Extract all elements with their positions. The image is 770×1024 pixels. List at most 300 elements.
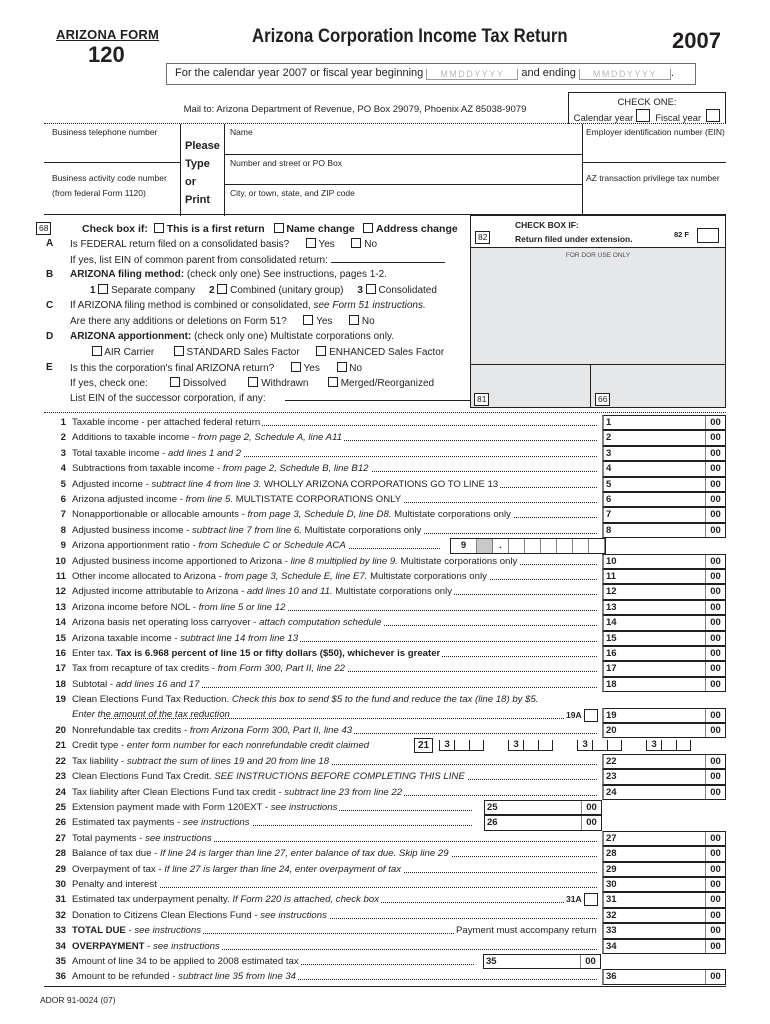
line-31-row — [44, 892, 726, 907]
credit-form-number-field[interactable] — [508, 740, 553, 751]
line-italic-text: subtract line 7 from line 6. — [191, 524, 302, 536]
line-tail-text: Multistate corporations only — [301, 524, 422, 536]
line-8-amount-field[interactable] — [602, 523, 726, 538]
cents-field: 00 — [705, 478, 725, 491]
line-4-amount-field[interactable] — [602, 461, 726, 476]
line-25-amount-field[interactable] — [484, 800, 602, 815]
tax-period-row — [166, 63, 696, 85]
line-italic-text: Check this box to send $5 to the fund and reduce the tax (line 18) by $5. — [231, 694, 539, 706]
line-description — [72, 923, 203, 938]
question-d-letter: D — [46, 331, 54, 342]
successor-ein-label: List EIN of the successor corporation, if any: — [70, 393, 266, 404]
dissolved-label: Dissolved — [182, 378, 227, 389]
amount-box-number: 13 — [606, 601, 617, 613]
box-66-label: 66 — [595, 393, 610, 406]
line-description — [72, 738, 371, 753]
line-text: Nonapportionable or allocable amounts - — [72, 509, 248, 521]
question-e-no-checkbox[interactable] — [337, 362, 347, 372]
line-number: 24 — [55, 786, 66, 798]
amount-box-number: 15 — [606, 632, 617, 644]
cents-field: 00 — [705, 616, 725, 629]
question-a-text: Is FEDERAL return filed on a consolidated basis? — [70, 239, 290, 250]
check-box-if-label: Check box if: — [82, 223, 148, 235]
amount-box-number: 29 — [606, 863, 617, 875]
line-number: 1 — [60, 417, 66, 428]
credit-form-number-field[interactable] — [646, 740, 691, 751]
line-italic-text: from Schedule C or Schedule ACA — [198, 540, 346, 552]
line-italic-text: enter form number for each nonrefundable credit claimed — [126, 740, 370, 752]
question-b-letter: B — [46, 269, 54, 280]
cents-field: 00 — [705, 601, 725, 614]
line-number: 15 — [55, 632, 66, 644]
cents-field: 00 — [705, 755, 725, 768]
line-11-row — [44, 569, 726, 584]
amount-box-number: 25 — [487, 802, 498, 813]
combined-label: Combined (unitary group) — [230, 285, 344, 296]
line-tail-text: Multistate corporations only — [367, 571, 487, 582]
line-7-amount-field[interactable] — [602, 507, 726, 522]
box-9-label: 9 — [451, 539, 477, 552]
line-italic-text: If Form 220 is attached, check box — [232, 894, 379, 906]
box-19A-checkbox[interactable] — [584, 709, 598, 722]
line-number: 9 — [60, 540, 66, 552]
cents-field: 00 — [580, 955, 600, 968]
credit-form-number-field[interactable] — [439, 740, 484, 751]
line-1-amount-field[interactable] — [602, 415, 726, 430]
period-label: For the calendar year 2007 or fiscal year beginning — [175, 67, 424, 79]
box-31A-label: 31A — [566, 894, 582, 905]
ratio-integer-cell[interactable] — [477, 539, 493, 552]
line-description — [72, 554, 519, 569]
city-label: City, or town, state, and ZIP code — [230, 188, 355, 198]
line-text: Arizona adjusted income - — [72, 494, 186, 505]
line-number: 11 — [55, 571, 66, 582]
line-description — [72, 646, 442, 661]
line-italic-text: from page 2, Schedule B, line B12 — [222, 463, 369, 475]
consolidated-checkbox[interactable] — [366, 284, 376, 294]
combined-checkbox[interactable] — [217, 284, 227, 294]
standard-sales-label: STANDARD Sales Factor — [186, 347, 300, 358]
line-italic-text: add lines 16 and 17 — [115, 678, 200, 690]
amount-box-number: 8 — [606, 524, 612, 536]
line-text: Credit type - — [72, 740, 127, 752]
question-c-italic: see Form 51 instructions. — [313, 300, 426, 311]
line-19-row — [44, 692, 726, 723]
separate-company-checkbox[interactable] — [98, 284, 108, 294]
line-description — [72, 538, 348, 553]
begin-date-field[interactable]: MMDDYYYY — [426, 69, 518, 80]
question-e-letter: E — [46, 362, 53, 373]
line-italic-text: subtract line 35 from line 34 — [178, 971, 296, 983]
line-tail-text: Multistate corporations only — [397, 555, 518, 567]
line-22-row — [44, 754, 726, 769]
air-carrier-checkbox[interactable] — [92, 346, 102, 356]
form-label: ARIZONA FORM — [56, 27, 160, 42]
line-20-amount-field[interactable] — [602, 723, 726, 738]
apportionment-ratio-field[interactable] — [450, 538, 606, 553]
line-number: 30 — [55, 879, 66, 890]
form-prefix: 3 — [646, 740, 661, 750]
line-10-amount-field[interactable] — [602, 554, 726, 569]
amount-box-number: 23 — [606, 771, 617, 783]
line-35-row — [44, 954, 726, 969]
line-number: 2 — [60, 432, 66, 444]
line-33-amount-field[interactable] — [602, 923, 726, 938]
name-change-checkbox[interactable] — [274, 223, 284, 233]
street-field[interactable] — [228, 168, 578, 183]
ein-field[interactable] — [584, 138, 724, 160]
cents-field: 00 — [705, 724, 725, 737]
address-change-label: Address change — [376, 223, 458, 235]
line-27-row — [44, 831, 726, 846]
line-12-amount-field[interactable] — [602, 584, 726, 599]
line-italic-text: attach computation schedule — [259, 617, 382, 629]
amount-box-number: 31 — [606, 894, 617, 906]
line-description — [72, 492, 403, 507]
line-28-row — [44, 846, 726, 861]
line-6-amount-field[interactable] — [602, 492, 726, 507]
line-13-amount-field[interactable] — [602, 600, 726, 615]
amount-box-number: 2 — [606, 432, 612, 444]
calendar-year-checkbox[interactable] — [636, 109, 650, 122]
line-31-amount-field[interactable] — [602, 892, 726, 907]
line-tail-text: MULTISTATE CORPORATIONS ONLY — [233, 494, 402, 505]
line-description — [72, 877, 159, 892]
line-text: Extension payment made with Form 120EXT - — [72, 802, 271, 813]
line-description — [72, 892, 381, 907]
line-5-row — [44, 477, 726, 492]
line-12-row — [44, 584, 726, 599]
cents-field: 00 — [705, 570, 725, 583]
question-b-text: (check only one) See instructions, pages 1-2. — [184, 269, 387, 280]
line-text: Tax liability after Clean Elections Fund tax credit - — [72, 786, 285, 798]
line-23-row — [44, 769, 726, 784]
line-text: Subtotal - — [72, 678, 116, 690]
name-field[interactable] — [228, 137, 578, 153]
line-text: Enter tax. — [72, 648, 116, 659]
address-change-checkbox[interactable] — [363, 223, 373, 233]
cents-field: 00 — [705, 909, 725, 922]
line-26-row — [44, 815, 726, 830]
first-return-label: This is a first return — [166, 223, 265, 235]
amount-box-number: 24 — [606, 786, 617, 798]
line-number: 6 — [60, 494, 66, 505]
line-text: Estimated tax payments - — [72, 817, 183, 829]
line-3-amount-field[interactable] — [602, 446, 726, 461]
line-description — [72, 631, 300, 646]
line-text: Total taxable income - — [72, 447, 168, 459]
question-c-no-checkbox[interactable] — [349, 315, 359, 325]
cents-field: 00 — [705, 709, 725, 722]
line-description — [72, 523, 423, 538]
amount-box-number: 12 — [606, 586, 617, 598]
line-13-row — [44, 600, 726, 615]
amount-box-number: 36 — [606, 971, 617, 983]
cents-field: 00 — [705, 678, 725, 691]
check-one-box — [568, 92, 726, 124]
box-68-label: 68 — [36, 222, 51, 235]
line-36-amount-field[interactable] — [602, 969, 726, 984]
cents-field: 00 — [705, 508, 725, 521]
line-30-row — [44, 877, 726, 892]
line-24-row — [44, 785, 726, 800]
amount-box-number: 20 — [606, 725, 617, 736]
yes-label: Yes — [316, 316, 333, 327]
line-bold-text: Tax is 6.968 percent of line 15 or fifty dollars ($50), whichever is greater — [115, 648, 441, 659]
line-17-amount-field[interactable] — [602, 661, 726, 676]
line-32-amount-field[interactable] — [602, 908, 726, 923]
line-number: 14 — [55, 617, 66, 629]
line-15-row — [44, 631, 726, 646]
amount-box-number: 33 — [606, 925, 617, 937]
line-description — [72, 507, 513, 522]
line-36-row — [44, 969, 726, 984]
line-number: 35 — [55, 956, 66, 967]
line-number: 26 — [55, 817, 66, 829]
line-2-amount-field[interactable] — [602, 430, 726, 445]
phone-field[interactable] — [48, 138, 176, 160]
leader-dots — [104, 877, 597, 888]
line-text: Adjusted income attributable to Arizona - — [72, 586, 247, 598]
standard-sales-checkbox[interactable] — [174, 346, 184, 356]
line-5-amount-field[interactable] — [602, 477, 726, 492]
amount-box-number: 19 — [606, 709, 617, 721]
box-21-label: 21 — [414, 738, 433, 753]
line-number: 33 — [55, 925, 66, 937]
line-21-row — [44, 738, 726, 753]
line-description — [72, 415, 262, 430]
line-description — [72, 908, 329, 923]
line-28-amount-field[interactable] — [602, 846, 726, 861]
line-description — [72, 969, 298, 984]
end-date-field[interactable]: MMDDYYYY — [579, 69, 671, 80]
line-description — [72, 754, 331, 769]
line-22-amount-field[interactable] — [602, 754, 726, 769]
line-italic-text: add lines 10 and 11. — [246, 586, 333, 598]
amount-box-number: 22 — [606, 755, 617, 767]
line-25-row — [44, 800, 726, 815]
question-e-check-label: If yes, check one: — [70, 378, 148, 389]
amount-box-number: 16 — [606, 648, 617, 659]
no-label: No — [349, 363, 363, 374]
cents-field: 00 — [705, 770, 725, 783]
check-one-label: CHECK ONE: — [617, 97, 677, 108]
form-number: 120 — [88, 42, 125, 67]
line-30-amount-field[interactable] — [602, 877, 726, 892]
question-d-text: (check only one) Multistate corporations only. — [191, 331, 394, 342]
income-lines-section — [44, 412, 726, 983]
air-carrier-label: AIR Carrier — [104, 347, 155, 358]
amount-box-number: 10 — [606, 555, 617, 567]
city-field[interactable] — [228, 198, 578, 214]
line-number: 10 — [55, 555, 66, 567]
amount-box-number: 6 — [606, 494, 612, 505]
question-c-text2: Are there any additions or deletions on Form 51? — [70, 316, 287, 327]
line-italic-text: see instructions — [134, 925, 202, 937]
line-14-row — [44, 615, 726, 630]
amount-box-number: 17 — [606, 663, 617, 675]
line-33-row — [44, 923, 726, 938]
merged-label: Merged/Reorganized — [340, 378, 435, 389]
line-bold-text: TOTAL DUE — [72, 925, 126, 937]
or-label: or — [185, 176, 196, 188]
question-c-text: If ARIZONA filing method is combined or consolidated, — [70, 300, 314, 311]
line-number: 22 — [55, 755, 66, 767]
line-number: 28 — [55, 848, 66, 860]
fiscal-year-checkbox[interactable] — [706, 109, 720, 122]
withdrawn-label: Withdrawn — [261, 378, 309, 389]
credit-type-fields — [414, 738, 691, 753]
successor-ein-field[interactable] — [285, 392, 471, 401]
type-label: Type — [185, 158, 210, 170]
line-number: 8 — [60, 524, 66, 536]
line-description — [72, 692, 540, 707]
line-italic-text: see instructions — [182, 817, 250, 829]
line-text: Clean Elections Fund Tax Credit. — [72, 771, 215, 783]
line-description — [72, 939, 222, 954]
line-text: Clean Elections Fund Tax Reduction. — [72, 694, 232, 706]
cents-field: 00 — [705, 524, 725, 537]
line-text: Amount to be refunded - — [72, 971, 179, 983]
line-description — [72, 600, 287, 615]
amount-box-number: 32 — [606, 909, 617, 921]
line-text: Amount of line 34 to be applied to 2008 estimated tax — [72, 956, 299, 967]
line-italic-text: add lines 1 and 2 — [167, 447, 242, 459]
merged-checkbox[interactable] — [328, 377, 338, 387]
question-a-yes-checkbox[interactable] — [306, 238, 316, 248]
line-description — [72, 954, 301, 969]
line-number: 12 — [55, 586, 66, 598]
question-c-yes-checkbox[interactable] — [303, 315, 313, 325]
line-number: 20 — [55, 725, 66, 736]
box-82f-label: 82 F — [674, 230, 690, 239]
line-number: 21 — [55, 740, 66, 752]
line-16-row — [44, 646, 726, 661]
amount-box-number: 4 — [606, 463, 612, 475]
cents-field: 00 — [705, 786, 725, 799]
line-text: Overpayment of tax - — [72, 863, 165, 875]
consolidated-label: Consolidated — [378, 285, 437, 296]
amount-box-number: 35 — [486, 956, 497, 967]
line-text: Arizona basis net operating loss carryover - — [72, 617, 260, 629]
line-number: 31 — [55, 894, 66, 906]
cents-field: 00 — [705, 555, 725, 568]
cents-field: 00 — [705, 416, 725, 429]
cents-field: 00 — [705, 940, 725, 953]
question-a-letter: A — [46, 238, 54, 249]
amount-box-number: 11 — [606, 571, 617, 582]
line-23-amount-field[interactable] — [602, 769, 726, 784]
line-26-amount-field[interactable] — [484, 815, 602, 830]
line-tail-text: Multistate corporations only — [391, 509, 511, 521]
line-18-amount-field[interactable] — [602, 677, 726, 692]
line-description — [72, 769, 467, 784]
question-e-yes-checkbox[interactable] — [291, 362, 301, 372]
line-number: 25 — [55, 802, 66, 813]
form-prefix: 3 — [508, 740, 523, 750]
cents-field: 00 — [581, 801, 601, 814]
amount-box-number: 30 — [606, 879, 617, 890]
box-31A-checkbox[interactable] — [584, 893, 598, 906]
questions-section — [36, 218, 466, 408]
line-24-amount-field[interactable] — [602, 785, 726, 800]
line-number: 32 — [55, 909, 66, 921]
line-text: Total payments - — [72, 832, 146, 844]
extension-checkbox[interactable] — [697, 228, 719, 243]
line-27-amount-field[interactable] — [602, 831, 726, 846]
question-e-text: Is this the corporation's final ARIZONA return? — [70, 363, 275, 374]
line-italic-text: If line 24 is larger than line 27, enter balance of tax due. Skip line 29 — [160, 848, 449, 860]
line-text: Penalty and interest — [72, 879, 157, 890]
dissolved-checkbox[interactable] — [170, 377, 180, 387]
cents-field: 00 — [705, 924, 725, 937]
line-11-amount-field[interactable] — [602, 569, 726, 584]
line-35-amount-field[interactable] — [483, 954, 601, 969]
line-10-row — [44, 554, 726, 569]
parent-ein-field[interactable] — [331, 254, 445, 263]
page-title: Arizona Corporation Income Tax Return — [252, 26, 568, 47]
withdrawn-checkbox[interactable] — [248, 377, 258, 387]
line-italic-text: subtract line 4 from line 3. — [151, 478, 262, 490]
line-description — [72, 723, 354, 738]
credit-form-number-field[interactable] — [577, 740, 622, 751]
line-text: Adjusted business income apportioned to Arizona - — [72, 555, 291, 567]
calendar-year-label: Calendar year — [573, 113, 634, 124]
question-a-no-checkbox[interactable] — [351, 238, 361, 248]
yes-label: Yes — [318, 239, 335, 250]
line-20-row — [44, 723, 726, 738]
line-italic-text: from Arizona Form 300, Part II, line 43 — [189, 725, 353, 736]
enhanced-sales-checkbox[interactable] — [316, 346, 326, 356]
cents-field: 00 — [705, 970, 725, 983]
line-description — [72, 800, 339, 815]
question-b-bold: ARIZONA filing method: — [70, 269, 185, 280]
tax-year: 2007 — [672, 28, 721, 53]
fiscal-year-label: Fiscal year — [655, 113, 702, 124]
period-and-label: and ending — [521, 67, 576, 79]
question-d-bold: ARIZONA apportionment: — [70, 331, 192, 342]
option-1-number: 1 — [90, 285, 96, 296]
line-text: Estimated tax underpayment penalty. — [72, 894, 233, 906]
line-34-row — [44, 939, 726, 954]
line-19-amount-field[interactable] — [602, 708, 726, 723]
line-15-amount-field[interactable] — [602, 631, 726, 646]
line-14-amount-field[interactable] — [602, 615, 726, 630]
mail-to-address: Mail to: Arizona Department of Revenue, PO Box 29079, Phoenix AZ 85038-9079 — [183, 104, 527, 115]
line-description — [72, 862, 403, 877]
tpt-field[interactable] — [584, 184, 724, 214]
line-text: Arizona apportionment ratio - — [72, 540, 199, 552]
line-description — [72, 446, 243, 461]
period-end-mark: . — [670, 67, 674, 79]
line-text: Taxable income - per attached federal return — [72, 417, 261, 428]
line-italic-text: subtract the sum of lines 19 and 20 from line 18 — [126, 755, 330, 767]
line-34-amount-field[interactable] — [602, 939, 726, 954]
line-16-amount-field[interactable] — [602, 646, 726, 661]
line-9-row — [44, 538, 726, 553]
amount-box-number: 27 — [606, 832, 617, 844]
line-number: 16 — [55, 648, 66, 659]
line-italic-text: line 8 multiplied by line 9. — [290, 555, 398, 567]
form-prefix: 3 — [439, 740, 454, 750]
line-italic-text: from page 3, Schedule D, line D8. — [247, 509, 392, 521]
first-return-checkbox[interactable] — [154, 223, 164, 233]
amount-box-number: 18 — [606, 678, 617, 690]
line-6-row — [44, 492, 726, 507]
line-29-amount-field[interactable] — [602, 862, 726, 877]
line-description — [72, 461, 371, 476]
cents-field: 00 — [705, 431, 725, 444]
